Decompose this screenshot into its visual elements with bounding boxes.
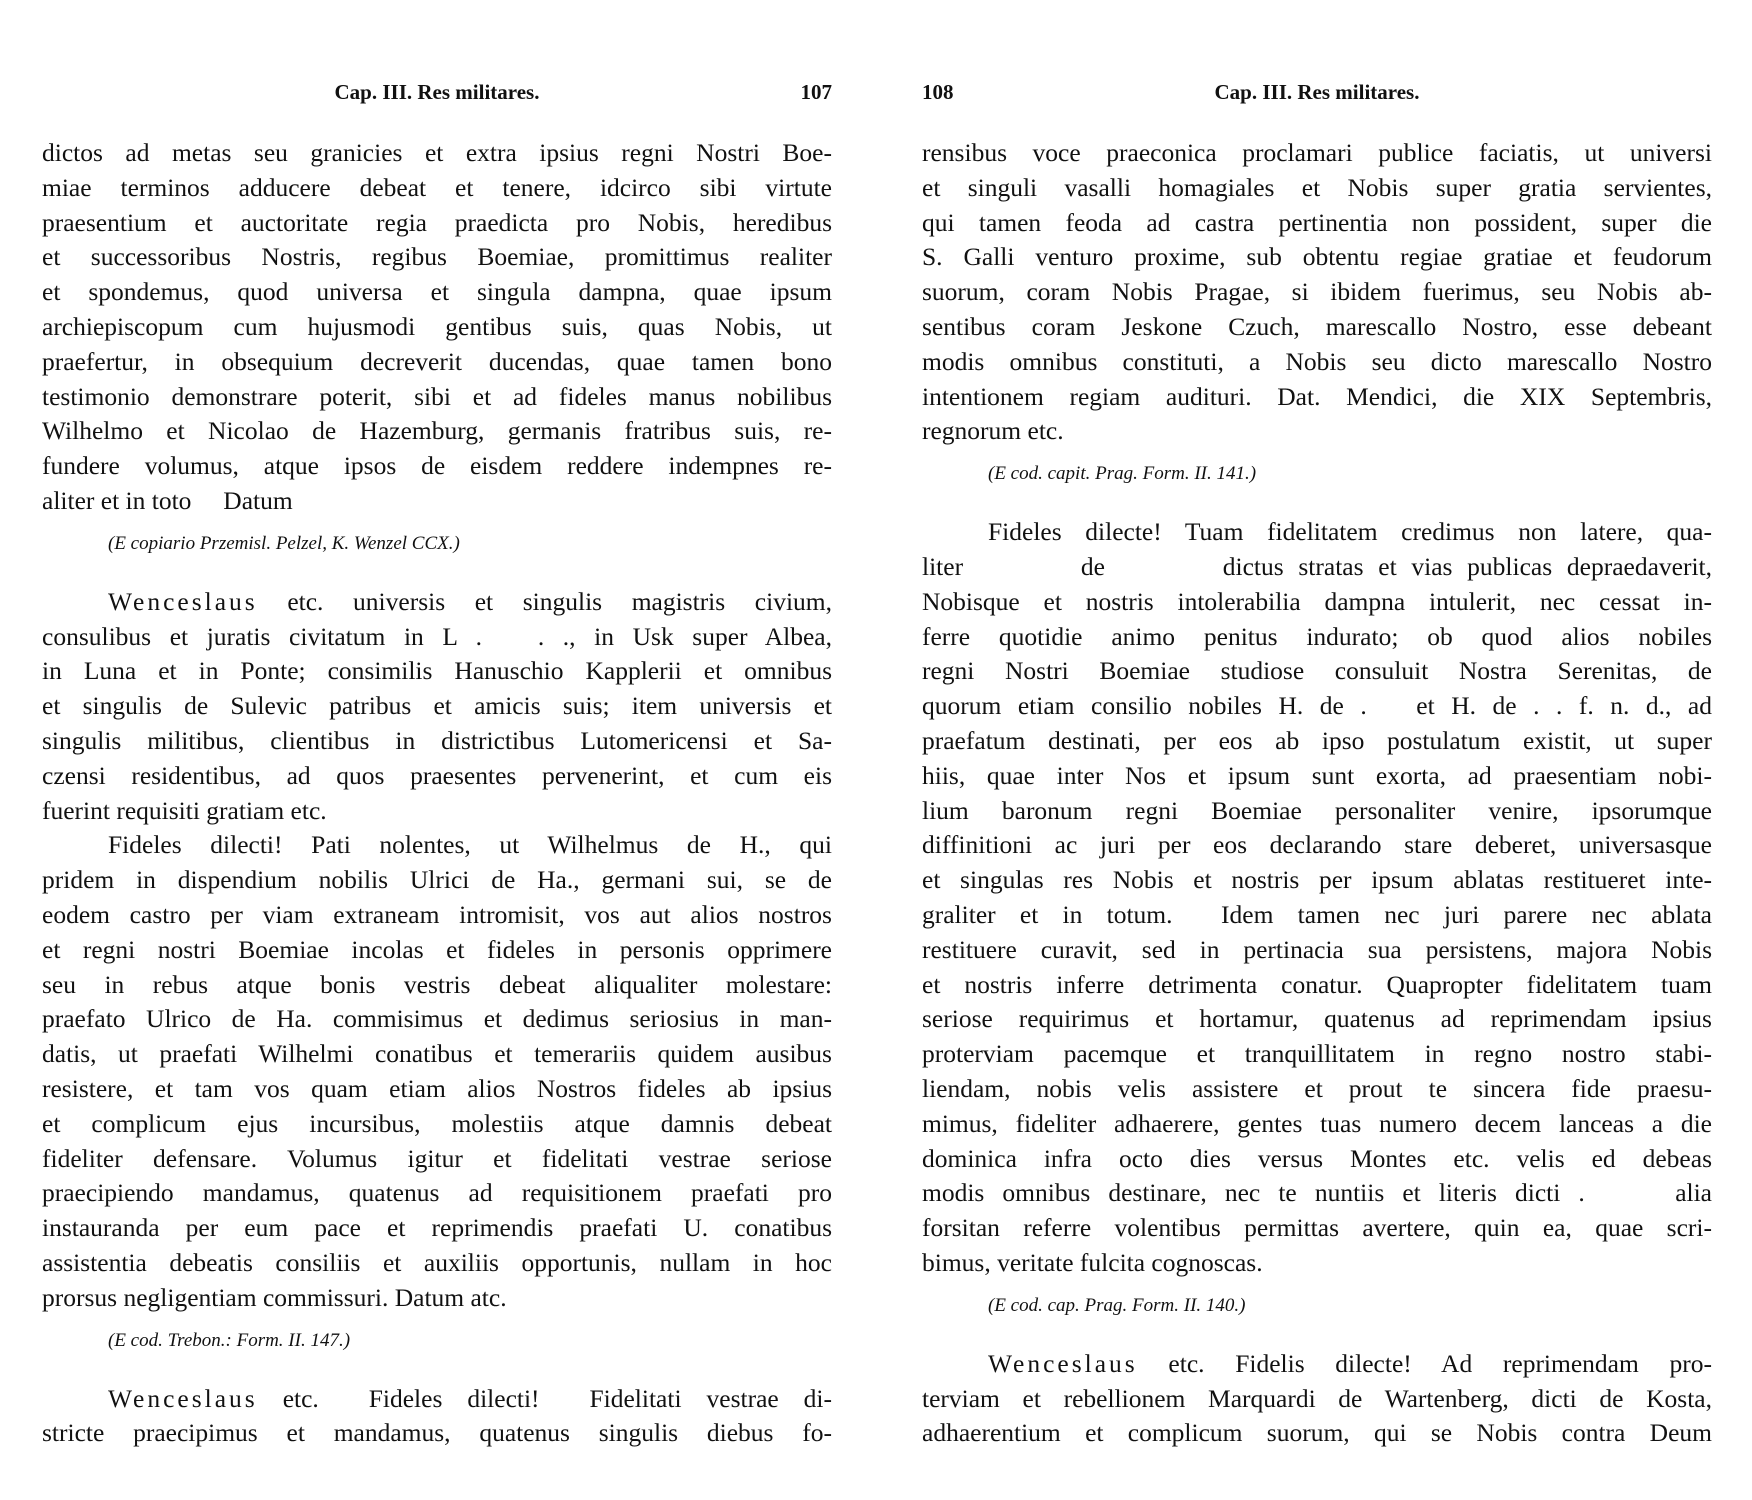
text-line: dictos ad metas seu granicies et extra ipsius regni Nostri Boe-	[42, 138, 832, 167]
right-page-header	[922, 80, 1712, 120]
text-line: et singuli vasalli homagiales et Nobis super gratia servientes,	[922, 172, 1712, 202]
text-line: Fideles dilecte! Tuam fidelitatem credimus non latere, qua-	[988, 517, 1712, 547]
text-fragment: etc. Fidelis dilecte! Ad reprimendam pro-	[1137, 1348, 1712, 1378]
text-line: liter de dictus stratas et vias publicas depraedaverit,	[922, 551, 1712, 581]
text-line: Nobisque et nostris intolerabilia dampna intulerit, nec cessat in-	[922, 586, 1712, 616]
text-line: stricte praecipimus et mandamus, quatenus singulis diebus fo-	[42, 1418, 832, 1448]
page-number: 107	[800, 80, 832, 104]
sender-name: Wenceslaus	[108, 1383, 258, 1413]
text-line: dominica infra octo dies versus Montes etc. velis ed debeas	[922, 1143, 1712, 1173]
source-citation: (E cod. cap. Prag. Form. II. 140.)	[988, 1294, 1246, 1316]
text-line: et complicum ejus incursibus, molestiis atque damnis debeat	[42, 1108, 832, 1138]
source-citation: (E cod. Trebon.: Form. II. 147.)	[108, 1329, 351, 1351]
text-line: praesentium et auctoritate regia praedicta pro Nobis, heredibus	[42, 207, 832, 237]
text-line: aliter et in toto Datum	[42, 485, 293, 515]
text-line: diffinitioni ac juri per eos declarando stare deberet, universasque	[922, 830, 1712, 860]
left-page-header	[42, 80, 832, 120]
text-line: eodem castro per viam extraneam intromisit, vos aut alios nostros	[42, 899, 832, 929]
running-title: Cap. III. Res militares.	[334, 80, 540, 104]
text-line: fideliter defensare. Volumus igitur et fidelitati vestrae seriose	[42, 1143, 832, 1173]
text-line: restituere curavit, sed in pertinacia sua persistens, majora Nobis	[922, 934, 1712, 964]
page-number: 108	[922, 80, 954, 104]
text-line	[42, 1382, 832, 1417]
text-line: qui tamen feoda ad castra pertinentia non possident, super die	[922, 207, 1712, 237]
text-line: ferre quotidie animo penitus indurato; ob quod alios nobiles	[922, 621, 1712, 651]
text-line	[922, 1347, 1712, 1382]
text-line: Fideles dilecti! Pati nolentes, ut Wilhelmus de H., qui	[108, 830, 832, 860]
sender-name: Wenceslaus	[988, 1348, 1138, 1378]
text-line: praefato Ulrico de Ha. commisimus et dedimus seriosius in man-	[42, 1004, 832, 1034]
left-page-body	[42, 136, 832, 1451]
text-line: prorsus negligentiam commissuri. Datum atc.	[42, 1282, 507, 1312]
text-line: forsitan referre volentibus permittas avertere, quin ea, quae scri-	[922, 1213, 1712, 1243]
source-citation: (E copiario Przemisl. Pelzel, K. Wenzel CCX.)	[108, 532, 460, 554]
text-line: resistere, et tam vos quam etiam alios Nostros fideles ab ipsius	[42, 1073, 832, 1103]
text-line	[42, 585, 832, 620]
text-line: singulis militibus, clientibus in districtibus Lutomericensi et Sa-	[42, 725, 832, 755]
text-fragment: etc. Fideles dilecti! Fidelitati vestrae di-	[257, 1383, 832, 1413]
text-line: pridem in dispendium nobilis Ulrici de Ha., germani sui, se de	[42, 865, 832, 895]
text-line: et singulas res Nobis et nostris per ipsum ablatas restitueret inte-	[922, 865, 1712, 895]
text-line: quorum etiam consilio nobiles H. de . et H. de . . f. n. d., ad	[922, 691, 1712, 721]
text-line: fundere volumus, atque ipsos de eisdem reddere indempnes re-	[42, 451, 832, 481]
text-line: modis omnibus constituti, a Nobis seu dicto marescallo Nostro	[922, 346, 1712, 376]
text-line: mimus, fideliter adhaerere, gentes tuas numero decem lanceas a die	[922, 1108, 1712, 1138]
text-line: et regni nostri Boemiae incolas et fideles in personis opprimere	[42, 934, 832, 964]
text-line: sentibus coram Jeskone Czuch, marescallo Nostro, esse debeant	[922, 311, 1712, 341]
text-line: et spondemus, quod universa et singula dampna, quae ipsum	[42, 277, 832, 307]
text-line: hiis, quae inter Nos et ipsum sunt exorta, ad praesentiam nobi-	[922, 760, 1712, 790]
text-line: assistentia debeatis consiliis et auxiliis opportunis, nullam in hoc	[42, 1247, 832, 1277]
text-line: praefertur, in obsequium decreverit ducendas, quae tamen bono	[42, 346, 832, 376]
text-line: seu in rebus atque bonis vestris debeat aliqualiter molestare:	[42, 969, 832, 999]
text-line: liendam, nobis velis assistere et prout te sincera fide praesu-	[922, 1073, 1712, 1103]
text-fragment: etc. universis et singulis magistris civium,	[257, 586, 832, 616]
text-line: seriose requirimus et hortamur, quatenus ad reprimendam ipsius	[922, 1004, 1712, 1034]
text-line: Wilhelmo et Nicolao de Hazemburg, germanis fratribus suis, re-	[42, 416, 832, 446]
source-citation: (E cod. capit. Prag. Form. II. 141.)	[988, 463, 1257, 485]
text-line: lium baronum regni Boemiae personaliter venire, ipsorumque	[922, 795, 1712, 825]
text-line: bimus, veritate fulcita cognoscas.	[922, 1247, 1263, 1277]
text-line: et singulis de Sulevic patribus et amicis suis; item universis et	[42, 691, 832, 721]
running-title: Cap. III. Res militares.	[1214, 80, 1420, 104]
text-line: suorum, coram Nobis Pragae, si ibidem fuerimus, seu Nobis ab-	[922, 277, 1712, 307]
text-line: terviam et rebellionem Marquardi de Wartenberg, dicti de Kosta,	[922, 1383, 1712, 1413]
text-line: praecipiendo mandamus, quatenus ad requisitionem praefati pro	[42, 1178, 832, 1208]
text-line: archiepiscopum cum hujusmodi gentibus suis, quas Nobis, ut	[42, 311, 832, 341]
text-line: miae terminos adducere debeat et tenere, idcirco sibi virtute	[42, 172, 832, 202]
text-line: S. Galli venturo proxime, sub obtentu regiae gratiae et feudorum	[922, 242, 1712, 272]
text-line: modis omnibus destinare, nec te nuntiis et literis dicti . alia	[922, 1178, 1712, 1208]
text-line: regnorum etc.	[922, 416, 1064, 446]
text-line: et successoribus Nostris, regibus Boemiae, promittimus realiter	[42, 242, 832, 272]
text-line: in Luna et in Ponte; consimilis Hanuschio Kapplerii et omnibus	[42, 656, 832, 686]
right-page-body	[922, 136, 1712, 1451]
text-line: rensibus voce praeconica proclamari publice faciatis, ut universi	[922, 138, 1712, 167]
text-line: intentionem regiam audituri. Dat. Mendici, die XIX Septembris,	[922, 381, 1712, 411]
text-line: proterviam pacemque et tranquillitatem in regno nostro stabi-	[922, 1039, 1712, 1069]
sender-name: Wenceslaus	[108, 586, 258, 616]
text-line: graliter et in totum. Idem tamen nec juri parere nec ablata	[922, 899, 1712, 929]
text-line: datis, ut praefati Wilhelmi conatibus et temerariis quidem ausibus	[42, 1039, 832, 1069]
text-line: consulibus et juratis civitatum in L . . ., in Usk super Albea,	[42, 621, 832, 651]
text-line: praefatum destinati, per eos ab ipso postulatum existit, ut super	[922, 725, 1712, 755]
text-line: fuerint requisiti gratiam etc.	[42, 795, 327, 825]
text-line: instauranda per eum pace et reprimendis praefati U. conatibus	[42, 1213, 832, 1243]
text-line: et nostris inferre detrimenta conatur. Quapropter fidelitatem tuam	[922, 969, 1712, 999]
right-page	[922, 0, 1712, 1500]
text-line: adhaerentium et complicum suorum, qui se Nobis contra Deum	[922, 1418, 1712, 1448]
left-page	[42, 0, 832, 1500]
text-line: testimonio demonstrare poterit, sibi et ad fideles manus nobilibus	[42, 381, 832, 411]
text-line: czensi residentibus, ad quos praesentes pervenerint, et cum eis	[42, 760, 832, 790]
text-line: regni Nostri Boemiae studiose consuluit Nostra Serenitas, de	[922, 656, 1712, 686]
